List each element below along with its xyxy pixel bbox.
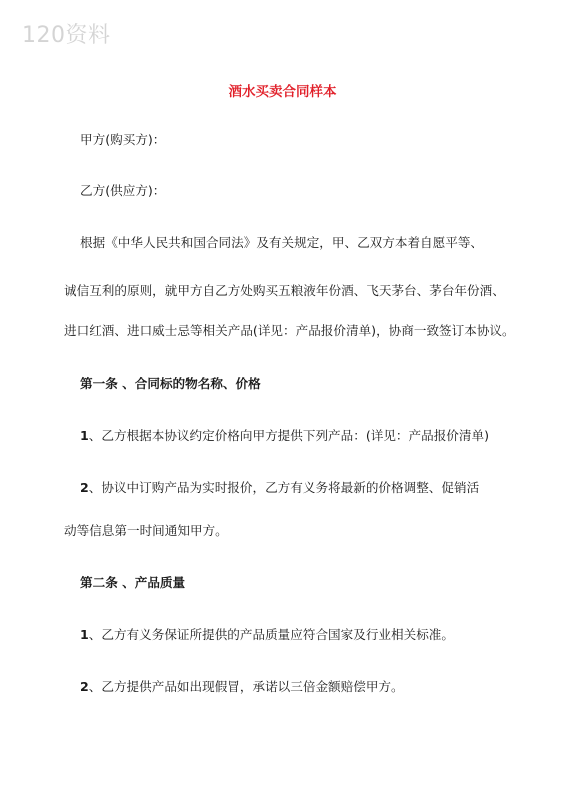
intro-line-1: 根据《中华人民共和国合同法》及有关规定，甲、乙双方本着自愿平等、 bbox=[80, 235, 483, 250]
clause-number: 2 bbox=[80, 480, 89, 495]
clause-text: 、协议中订购产品为实时报价，乙方有义务将最新的价格调整、促销活 bbox=[88, 480, 480, 495]
article-1-clause-1 bbox=[80, 428, 489, 444]
clause-number: 1 bbox=[80, 428, 89, 443]
clause-text: 、乙方有义务保证所提供的产品质量应符合国家及行业相关标准。 bbox=[88, 627, 454, 642]
article-2-clause-2 bbox=[80, 679, 404, 695]
party-b-label: 乙方(供应方)： bbox=[80, 183, 166, 198]
article-1-clause-2 bbox=[80, 480, 479, 496]
watermark: 120资料 bbox=[22, 23, 111, 48]
document-title: 酒水买卖合同样本 bbox=[228, 84, 337, 100]
article-1-heading: 第一条 、合同标的物名称、价格 bbox=[80, 376, 261, 391]
intro-line-2: 诚信互利的原则，就甲方自乙方处购买五粮液年份酒、飞天茅台、茅台年份酒、 bbox=[64, 283, 505, 298]
party-a-label: 甲方(购买方)： bbox=[80, 132, 166, 147]
intro-line-3: 进口红酒、进口威士忌等相关产品(详见：产品报价清单)，协商一致签订本协议。 bbox=[64, 323, 515, 338]
clause-number: 2 bbox=[80, 679, 89, 694]
clause-text: 、乙方根据本协议约定价格向甲方提供下列产品：(详见：产品报价清单) bbox=[88, 428, 489, 443]
article-1-clause-2-continued: 动等信息第一时间通知甲方。 bbox=[64, 523, 228, 538]
article-2-heading: 第二条 、产品质量 bbox=[80, 575, 186, 590]
article-2-clause-1 bbox=[80, 627, 454, 643]
clause-number: 1 bbox=[80, 627, 89, 642]
clause-text: 、乙方提供产品如出现假冒，承诺以三倍金额赔偿甲方。 bbox=[88, 679, 404, 694]
